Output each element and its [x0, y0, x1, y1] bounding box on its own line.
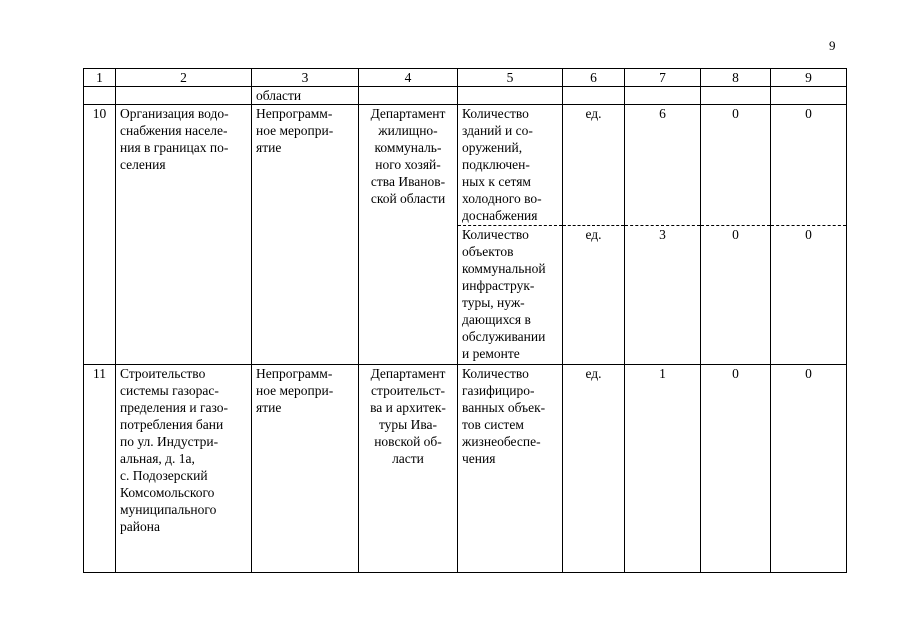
column-number-row	[84, 69, 847, 87]
column-number: 7	[625, 69, 701, 87]
table-row	[84, 105, 847, 226]
measure-name: Строительство системы газорас- пределения и газо- потребления бани по ул. Индустри- альная, д. 1а, с. Подозерский Комсомольского муниципального района	[116, 365, 252, 573]
indicator-name: Количество газифициро- ванных объек- тов систем жизнеобеспе- чения	[458, 365, 563, 573]
table-cell	[701, 87, 771, 105]
value-col8: 0	[701, 105, 771, 226]
table-cell	[625, 87, 701, 105]
column-number: 6	[563, 69, 625, 87]
value-col8: 0	[701, 365, 771, 573]
indicator-name: Количество зданий и со- оружений, подключен- ных к сетям холодного во- доснабжения	[458, 105, 563, 226]
measure-type: Непрограмм- ное меропри- ятие	[252, 365, 359, 573]
column-number: 5	[458, 69, 563, 87]
indicator-name: Количество объектов коммунальной инфраструк- туры, нуж- дающихся в обслуживании и ремонте	[458, 226, 563, 365]
unit: ед.	[563, 226, 625, 365]
value-col9: 0	[771, 226, 847, 365]
column-number: 1	[84, 69, 116, 87]
column-number: 9	[771, 69, 847, 87]
table-row	[84, 365, 847, 573]
measure-type: Непрограмм- ное меропри- ятие	[252, 105, 359, 365]
column-number: 3	[252, 69, 359, 87]
column-number: 2	[116, 69, 252, 87]
table-cell	[771, 87, 847, 105]
unit: ед.	[563, 105, 625, 226]
table-cell	[84, 87, 116, 105]
continuation-row	[84, 87, 847, 105]
table-cell	[458, 87, 563, 105]
value-col7: 3	[625, 226, 701, 365]
responsible-department: Департамент жилищно- коммуналь- ного хозяй- ства Иванов- ской области	[359, 105, 458, 365]
value-col9: 0	[771, 365, 847, 573]
page-number: 9	[829, 38, 836, 53]
table-cell	[359, 87, 458, 105]
table-cell	[116, 87, 252, 105]
value-col8: 0	[701, 226, 771, 365]
measures-table	[83, 68, 847, 573]
value-col7: 6	[625, 105, 701, 226]
column-number: 4	[359, 69, 458, 87]
responsible-department: Департамент строительст- ва и архитек- туры Ива- новской об- ласти	[359, 365, 458, 573]
row-number: 10	[84, 105, 116, 365]
row-number: 11	[84, 365, 116, 573]
value-col9: 0	[771, 105, 847, 226]
table-cell	[563, 87, 625, 105]
value-col7: 1	[625, 365, 701, 573]
measure-name: Организация водо- снабжения населе- ния в границах по- селения	[116, 105, 252, 365]
continuation-text: области	[252, 87, 359, 105]
column-number: 8	[701, 69, 771, 87]
unit: ед.	[563, 365, 625, 573]
